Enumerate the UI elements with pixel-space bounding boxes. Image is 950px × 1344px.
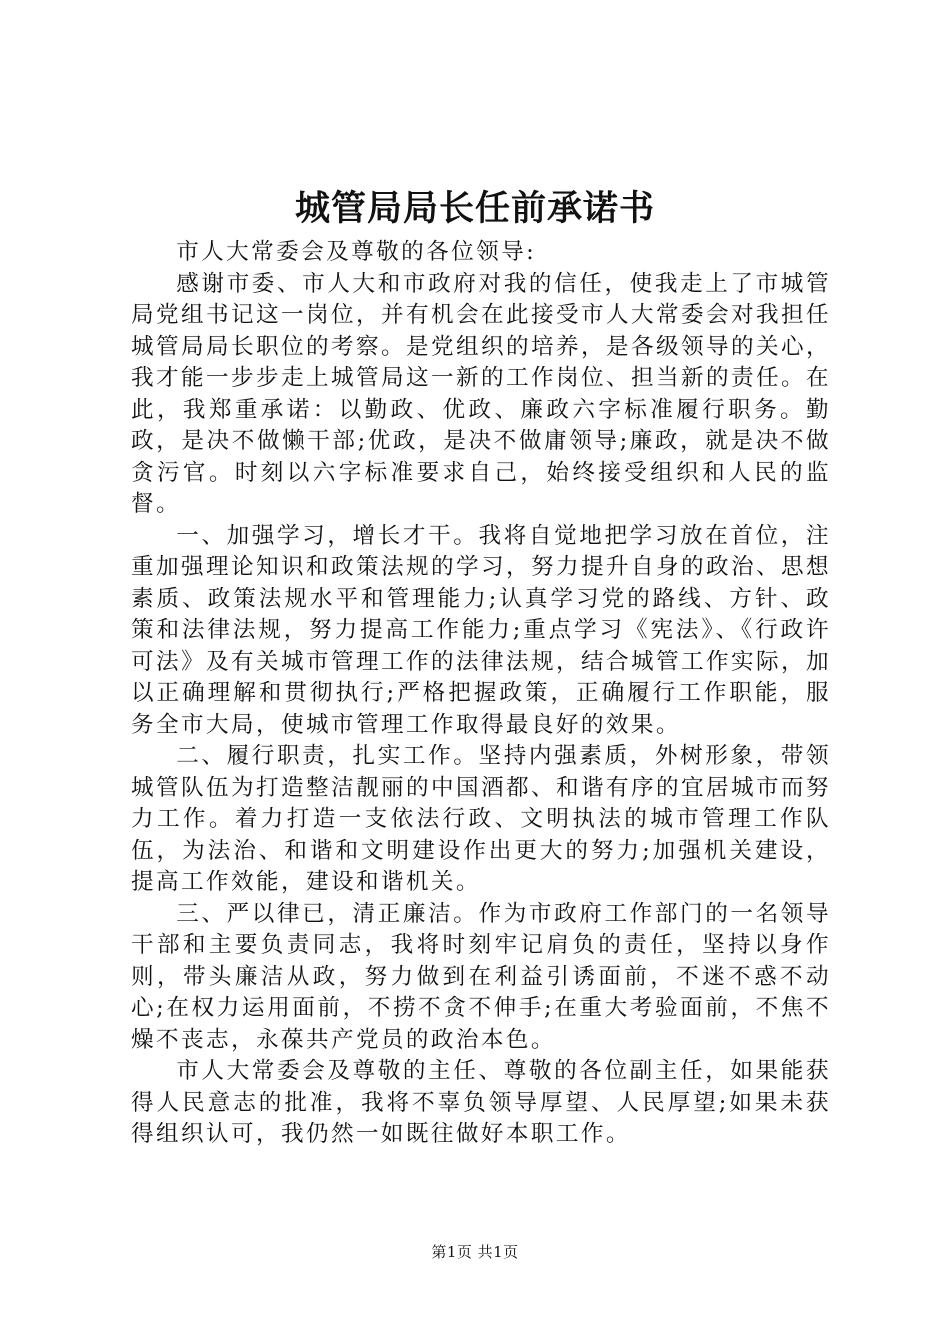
document-title: 城管局局长任前承诺书 [294, 189, 655, 229]
paragraph-point-3: 三、严以律已，清正廉洁。作为市政府工作部门的一名领导干部和主要负责同志，我将时刻牢记肩负的责任，坚持以身作则，带头廉洁从政，努力做到在利益引诱面前，不迷不惑不动心;在权力运用面前，不捞不贪不伸手;在重大考验面前，不焦不燥不丧志，永葆共产党员的政治本色。 [131, 900, 831, 1053]
salutation: 市人大常委会及尊敬的各位领导: [176, 239, 537, 265]
paragraph-intro: 感谢市委、市人大和市政府对我的信任，使我走上了市城管局党组书记这一岗位，并有机会在此接受市人大常委会对我担任城管局局长职位的考察。是党组织的培养，是各级领导的关心，我才能一步步走上城管局这一新的工作岗位、担当新的责任。在此，我郑重承诺：以勤政、优政、廉政六字标准履行职务。勤政，是决不做懒干部;优政，是决不做庸领导;廉政，就是决不做贪污官。时刻以六字标准要求自己，始终接受组织和人民的监督。 [131, 270, 831, 517]
page-number-footer: 第1页 共1页 [431, 1243, 519, 1261]
paragraph-point-2: 二、履行职责，扎实工作。坚持内强素质，外树形象，带领城管队伍为打造整洁靓丽的中国酒都、和谐有序的宜居城市而努力工作。着力打造一支依法行政、文明执法的城市管理工作队伍，为法治、和谐和文明建设作出更大的努力;加强机关建设，提高工作效能，建设和谐机关。 [131, 743, 831, 895]
document-body [131, 237, 831, 1151]
paragraph-point-1: 一、加强学习，增长才干。我将自觉地把学习放在首位，注重加强理论知识和政策法规的学习，努力提升自身的政治、思想素质、政策法规水平和管理能力;认真学习党的路线、方针、政策和法律法规，努力提高工作能力;重点学习《宪法》、《行政许可法》及有关城市管理工作的法律法规，结合城管工作实际，加以正确理解和贯彻执行;严格把握政策，正确履行工作职能，服务全市大局，使城市管理工作取得最良好的效果。 [131, 522, 831, 738]
paragraph-closing: 市人大常委会及尊敬的主任、尊敬的各位副主任，如果能获得人民意志的批准，我将不辜负领导厚望、人民厚望;如果未获得组织认可，我仍然一如既往做好本职工作。 [131, 1058, 831, 1147]
